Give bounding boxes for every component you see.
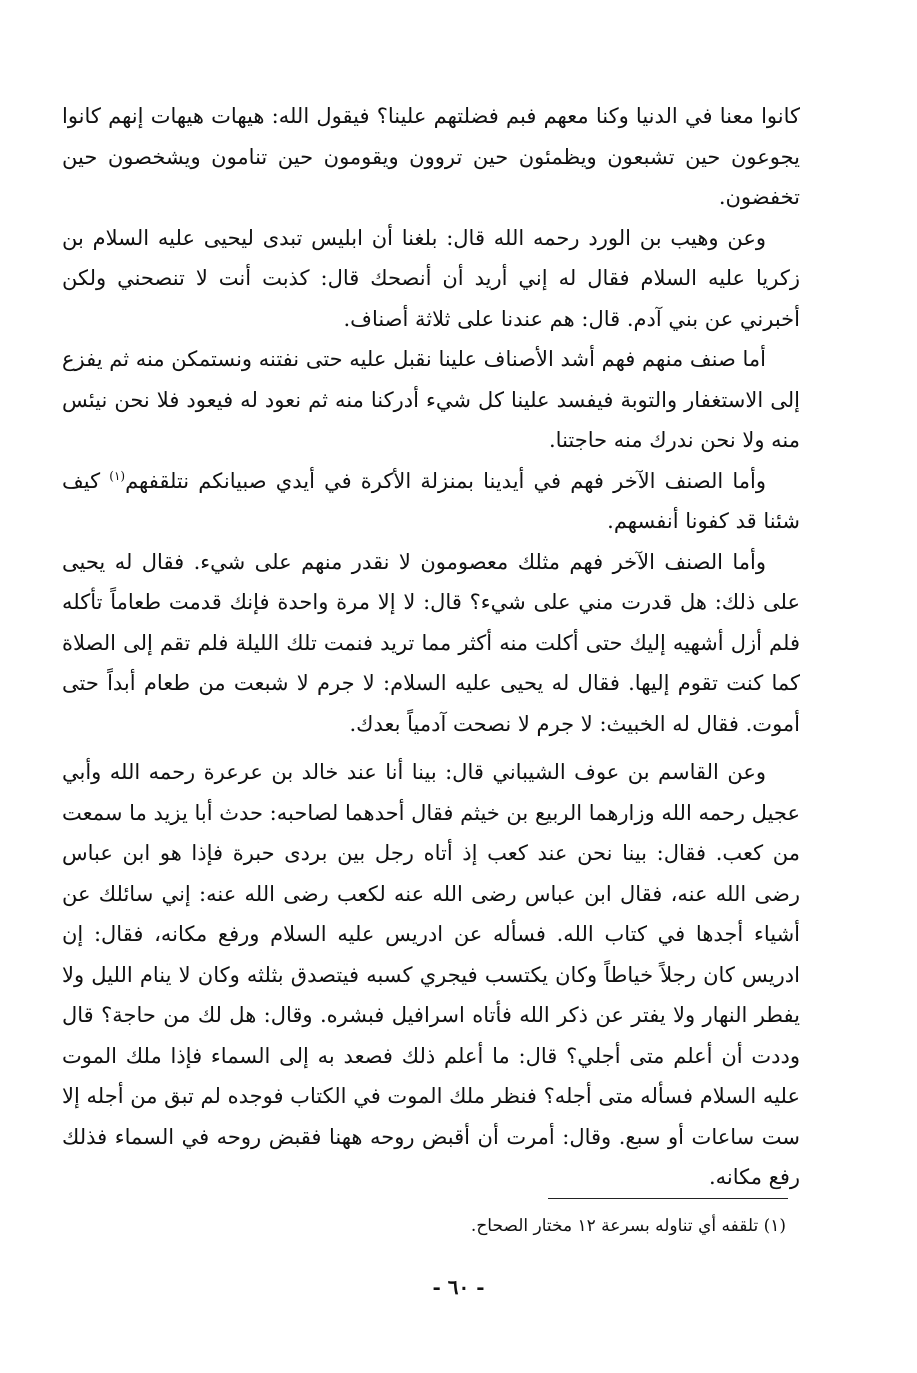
paragraph-4-text-before: وأما الصنف الآخر فهم في أيدينا بمنزلة الأكرة في أيدي صبيانكم نتلقفهم (125, 468, 766, 493)
paragraph-6: وعن القاسم بن عوف الشيباني قال: بينا أنا عند خالد بن عرعرة رحمه الله وأبي عجيل رحمه الله وزارهما الربيع بن خيثم فقال أحدهما لصاحبه: حدث أبا يزيد ما سمعت من كعب. فقال: بينا نحن عند كعب إذ أتاه رجل بين بردى حبرة فإذا هو ابن عباس رضى الله عنه، فقال ابن عباس رضى الله عنه لكعب رضى الله عنه: إني سائلك عن أشياء أجدها في كتاب الله. فسأله عن ادريس عليه السلام ورفع مكانه، فقال: إن ادريس كان رجلاً خياطاً وكان يكتسب فيجري كسبه فيتصدق بثلثه وكان لا ينام الليل ولا يفطر النهار ولا يفتر عن ذكر الله فأتاه اسرافيل فبشره. وقال: هل لك من حاجة؟ قال وددت أن أعلم متى أجلي؟ قال: ما أعلم ذلك فصعد به إلى السماء فإذا ملك الموت عليه السلام فسأله متى أجله؟ فنظر ملك الموت في الكتاب فوجده لم تبق من أجله إلا ست ساعات أو سبع. وقال: أمرت أن أقبض روحه ههنا فقبض روحه في السماء فذلك رفع مكانه. (62, 760, 800, 1189)
paragraph-1: كانوا معنا في الدنيا وكنا معهم فبم فضلتهم علينا؟ فيقول الله: هيهات هيهات إنهم كانوا يجوعون حين تشبعون ويظمئون حين تروون ويقومون حين تنامون ويشخصون حين تخفضون. (62, 104, 800, 209)
paragraph-4-text-after: كيف شئنا قد كفونا أنفسهم. (62, 468, 800, 533)
footnote-divider (548, 1198, 788, 1199)
page-number: - ٦٠ - (432, 1275, 485, 1299)
paragraph-5: وأما الصنف الآخر فهم مثلك معصومون لا نقدر منهم على شيء. فقال له يحيى على ذلك: هل قدرت مني على شيء؟ قال: لا إلا مرة واحدة فإنك قدمت طعاماً تأكله فلم أزل أشهيه إليك حتى أكلت منه أكثر مما تريد فنمت تلك الليلة فلم تقم إلى الصلاة كما كنت تقوم إليها. فقال له يحيى عليه السلام: لا جرم لا شبعت من طعام أبداً حتى أموت. فقال له الخبيث: لا جرم لا نصحت آدمياً بعدك. (62, 549, 800, 736)
paragraph-2: وعن وهيب بن الورد رحمه الله قال: بلغنا أن ابليس تبدى ليحيى عليه السلام بن زكريا عليه السلام فقال له إني أريد أن أنصحك قال: كذبت أنت لا تنصحني ولكن أخبرني عن بني آدم. قال: هم عندنا على ثلاثة أصناف. (62, 225, 800, 331)
footnote: (١) تلقفه أي تناوله بسرعة ١٢ مختار الصحاح. (470, 1216, 786, 1236)
paragraph-4 (62, 461, 800, 542)
footnote-reference: (١) (109, 468, 126, 483)
main-text (62, 96, 800, 1198)
paragraph-3: أما صنف منهم فهم أشد الأصناف علينا نقبل عليه حتى نفتنه ونستمكن منه ثم يفزع إلى الاستغفار والتوبة فيفسد علينا كل شيء أدركنا منه ثم نعود له فيعود فلا نحن نيئس منه ولا نحن ندرك منه حاجتنا. (62, 347, 800, 452)
